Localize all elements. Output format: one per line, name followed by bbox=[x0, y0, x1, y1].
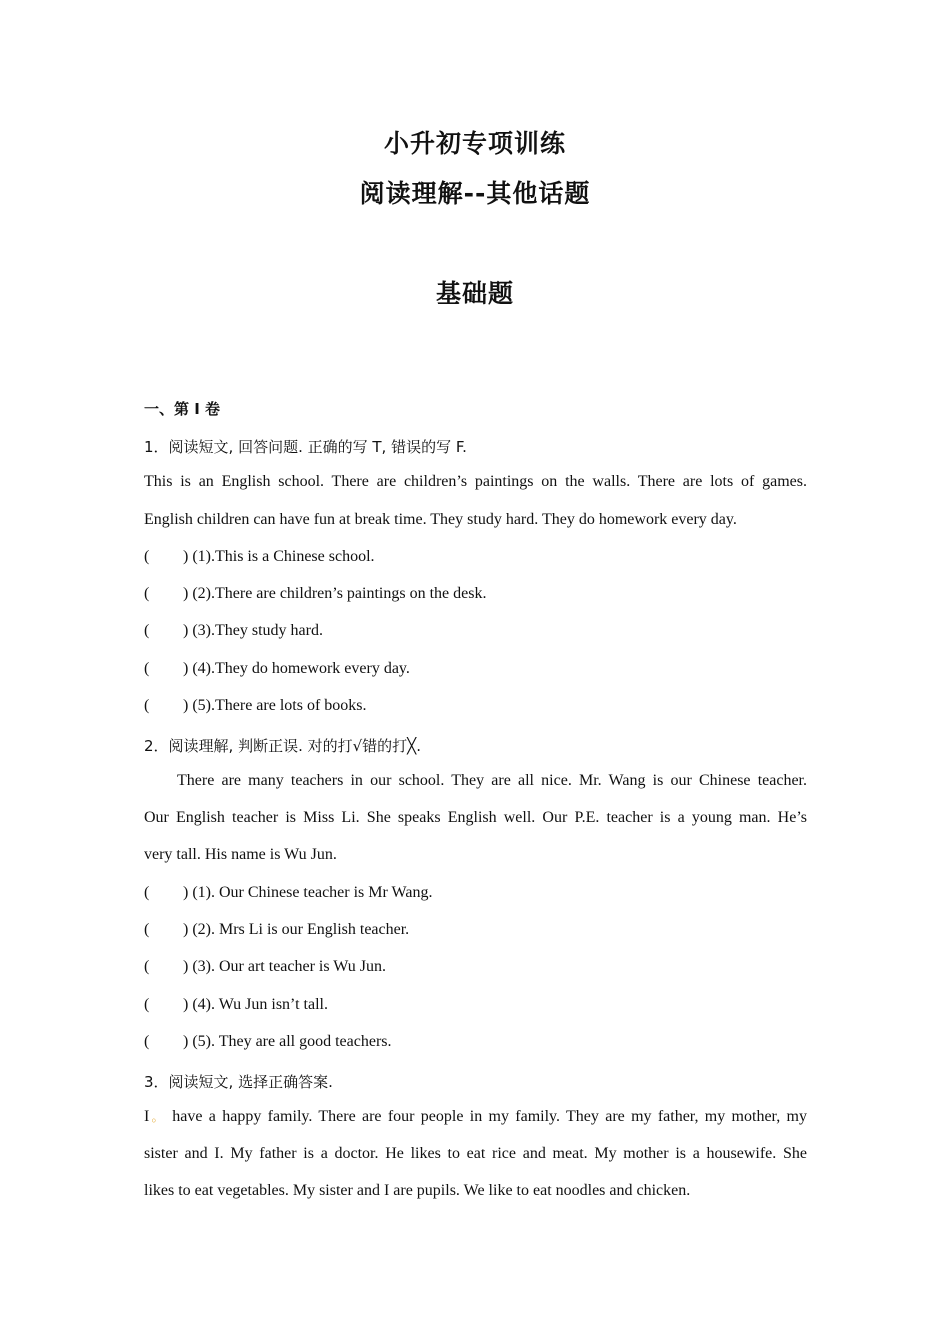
q2-item: ( ) (4). Wu Jun isn’t tall. bbox=[144, 996, 328, 1013]
q2-instruction: 2．阅读理解, 判断正误. 对的打√错的打╳. bbox=[144, 737, 421, 755]
q1-item: ( ) (3).They study hard. bbox=[144, 622, 323, 639]
q2-passage-line: Our English teacher is Miss Li. She speaks English well. Our P.E. teacher is a young man. He’s bbox=[144, 809, 807, 826]
answer-blank[interactable]: ( bbox=[144, 996, 150, 1013]
answer-blank[interactable]: ( bbox=[144, 622, 150, 639]
q2-item: ( ) (3). Our art teacher is Wu Jun. bbox=[144, 958, 386, 975]
q1-instruction: 1．阅读短文, 回答问题. 正确的写 T, 错误的写 F. bbox=[144, 438, 467, 456]
q3-passage-line: sister and I. My father is a doctor. He likes to eat rice and meat. My mother is a housewife. She bbox=[144, 1145, 807, 1162]
q3-passage-line: I。 have a happy family. There are four people in my family. They are my father, my mother, my bbox=[144, 1108, 807, 1125]
q1-item: ( ) (2).There are children’s paintings on the desk. bbox=[144, 585, 487, 602]
q3-passage-line: likes to eat vegetables. My sister and I are pupils. We like to eat noodles and chicken. bbox=[144, 1182, 691, 1199]
answer-blank[interactable]: ( bbox=[144, 548, 150, 565]
answer-blank[interactable]: ( bbox=[144, 884, 150, 901]
answer-blank[interactable]: ( bbox=[144, 697, 150, 714]
q2-item: ( ) (1). Our Chinese teacher is Mr Wang. bbox=[144, 884, 433, 901]
q2-item: ( ) (5). They are all good teachers. bbox=[144, 1033, 392, 1050]
q1-passage-line: This is an English school. There are children’s paintings on the walls. There are lots of games. bbox=[144, 473, 807, 490]
section-heading: 一、第 I 卷 bbox=[144, 400, 221, 418]
answer-blank[interactable]: ( bbox=[144, 958, 150, 975]
title-level: 基础题 bbox=[435, 279, 514, 308]
q2-passage-line: very tall. His name is Wu Jun. bbox=[144, 846, 337, 863]
title-main: 小升初专项训练 bbox=[383, 129, 566, 158]
answer-blank[interactable]: ( bbox=[144, 585, 150, 602]
q1-item: ( ) (1).This is a Chinese school. bbox=[144, 548, 375, 565]
q1-item: ( ) (4).They do homework every day. bbox=[144, 660, 410, 677]
q2-passage-line: There are many teachers in our school. They are all nice. Mr. Wang is our Chinese teacher. bbox=[177, 772, 807, 789]
q1-item: ( ) (5).There are lots of books. bbox=[144, 697, 367, 714]
answer-blank[interactable]: ( bbox=[144, 660, 150, 677]
accent-mark: 。 bbox=[149, 1110, 166, 1124]
answer-blank[interactable]: ( bbox=[144, 1033, 150, 1050]
q3-instruction: 3．阅读短文, 选择正确答案. bbox=[144, 1073, 333, 1091]
title-sub: 阅读理解--其他话题 bbox=[359, 179, 591, 208]
answer-blank[interactable]: ( bbox=[144, 921, 150, 938]
q1-passage-line: English children can have fun at break time. They study hard. They do homework every day. bbox=[144, 511, 737, 528]
q2-item: ( ) (2). Mrs Li is our English teacher. bbox=[144, 921, 410, 938]
